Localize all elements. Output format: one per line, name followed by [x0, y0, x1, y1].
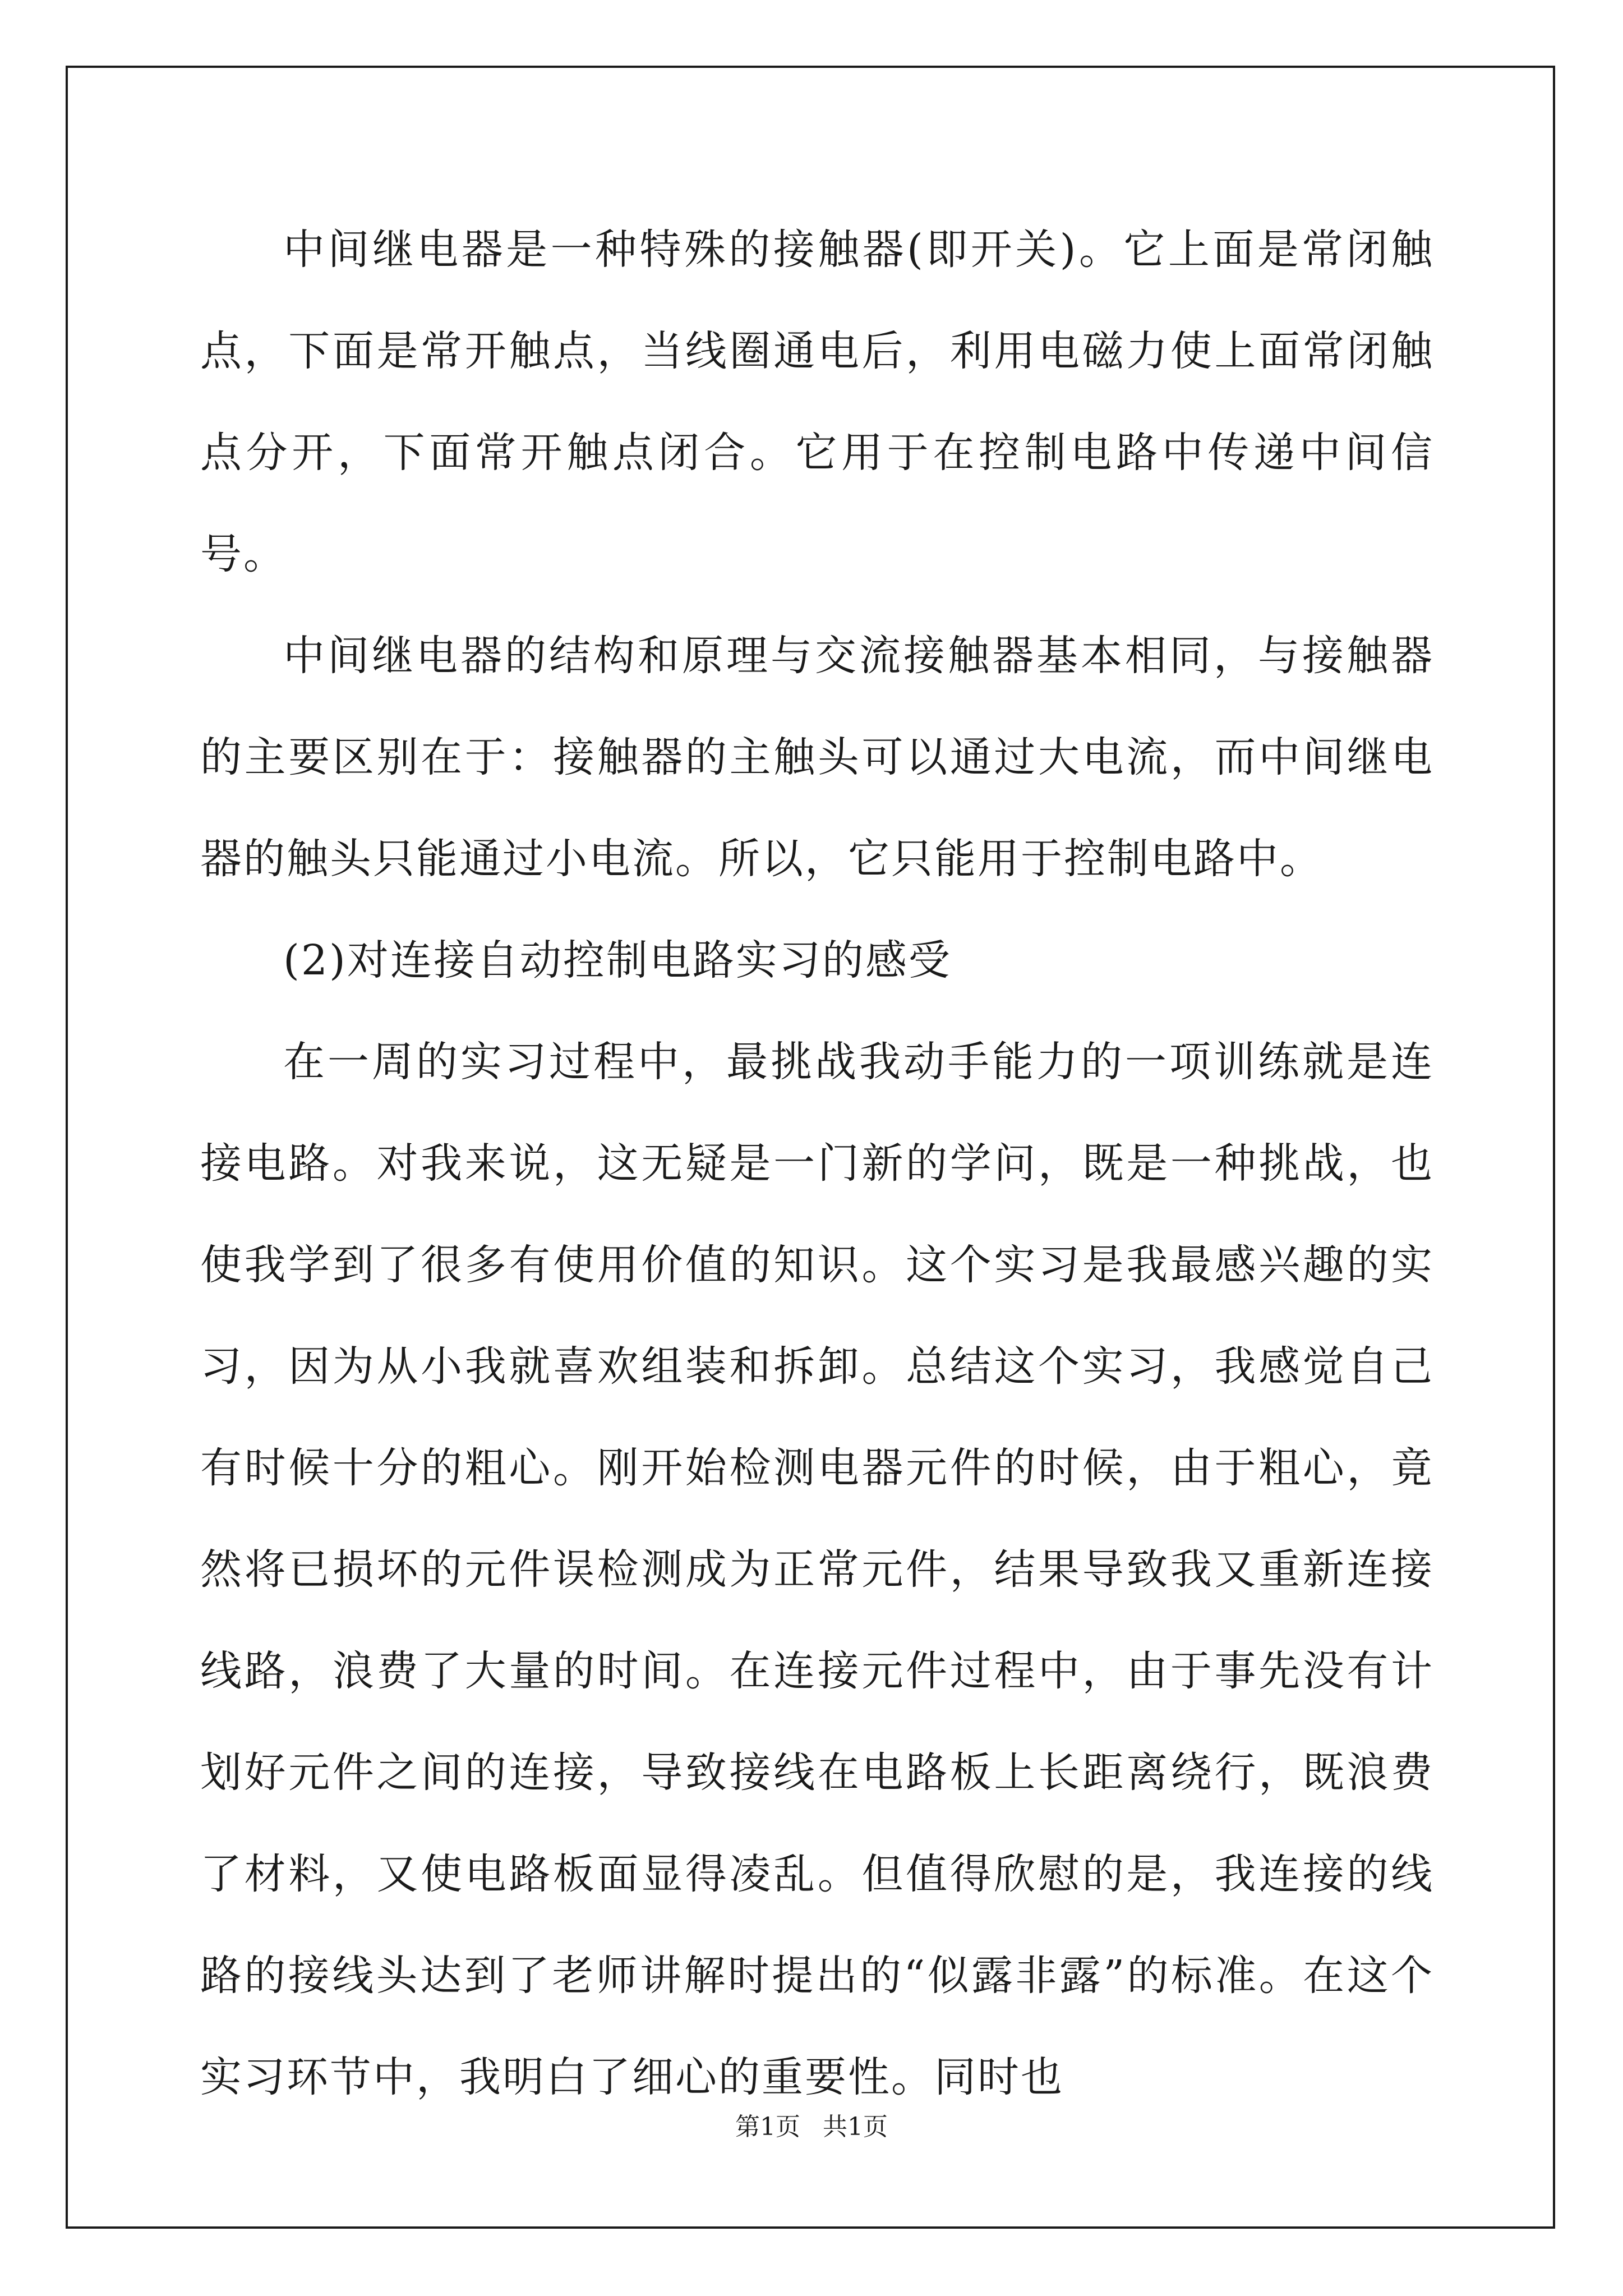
page-number: 第1页	[735, 2113, 800, 2141]
document-body	[200, 199, 1434, 2128]
paragraph-relay-vs-contactor: 中间继电器的结构和原理与交流接触器基本相同，与接触器的主要区别在于：接触器的主触头可以通过大电流，而中间继电器的触头只能通过小电流。所以，它只能用于控制电路中。	[200, 632, 1434, 883]
section-heading: (2)对连接自动控制电路实习的感受	[283, 936, 952, 984]
paragraph-relay-definition: 中间继电器是一种特殊的接触器(即开关)。它上面是常闭触点，下面是常开触点，当线圈通电后，利用电磁力使上面常闭触点分开，下面常开触点闭合。它用于在控制电路中传递中间信号。	[200, 226, 1434, 578]
page-footer	[0, 2110, 1623, 2144]
page-total: 共1页	[823, 2113, 888, 2141]
paragraph-internship-reflection: 在一周的实习过程中，最挑战我动手能力的一项训练就是连接电路。对我来说，这无疑是一门新的学问，既是一种挑战，也使我学到了很多有使用价值的知识。这个实习是我最感兴趣的实习，因为从小我就喜欢组装和拆卸。总结这个实习，我感觉自己有时候十分的粗心。刚开始检测电器元件的时候，由于粗心，竟然将已损坏的元件误检测成为正常元件，结果导致我又重新连接线路，浪费了大量的时间。在连接元件过程中，由于事先没有计划好元件之间的连接，导致接线在电路板上长距离绕行，既浪费了材料，又使电路板面显得凌乱。但值得欣慰的是，我连接的线路的接线头达到了老师讲解时提出的“似露非露”的标准。在这个实习环节中，我明白了细心的重要性。同时也	[200, 1038, 1434, 2101]
